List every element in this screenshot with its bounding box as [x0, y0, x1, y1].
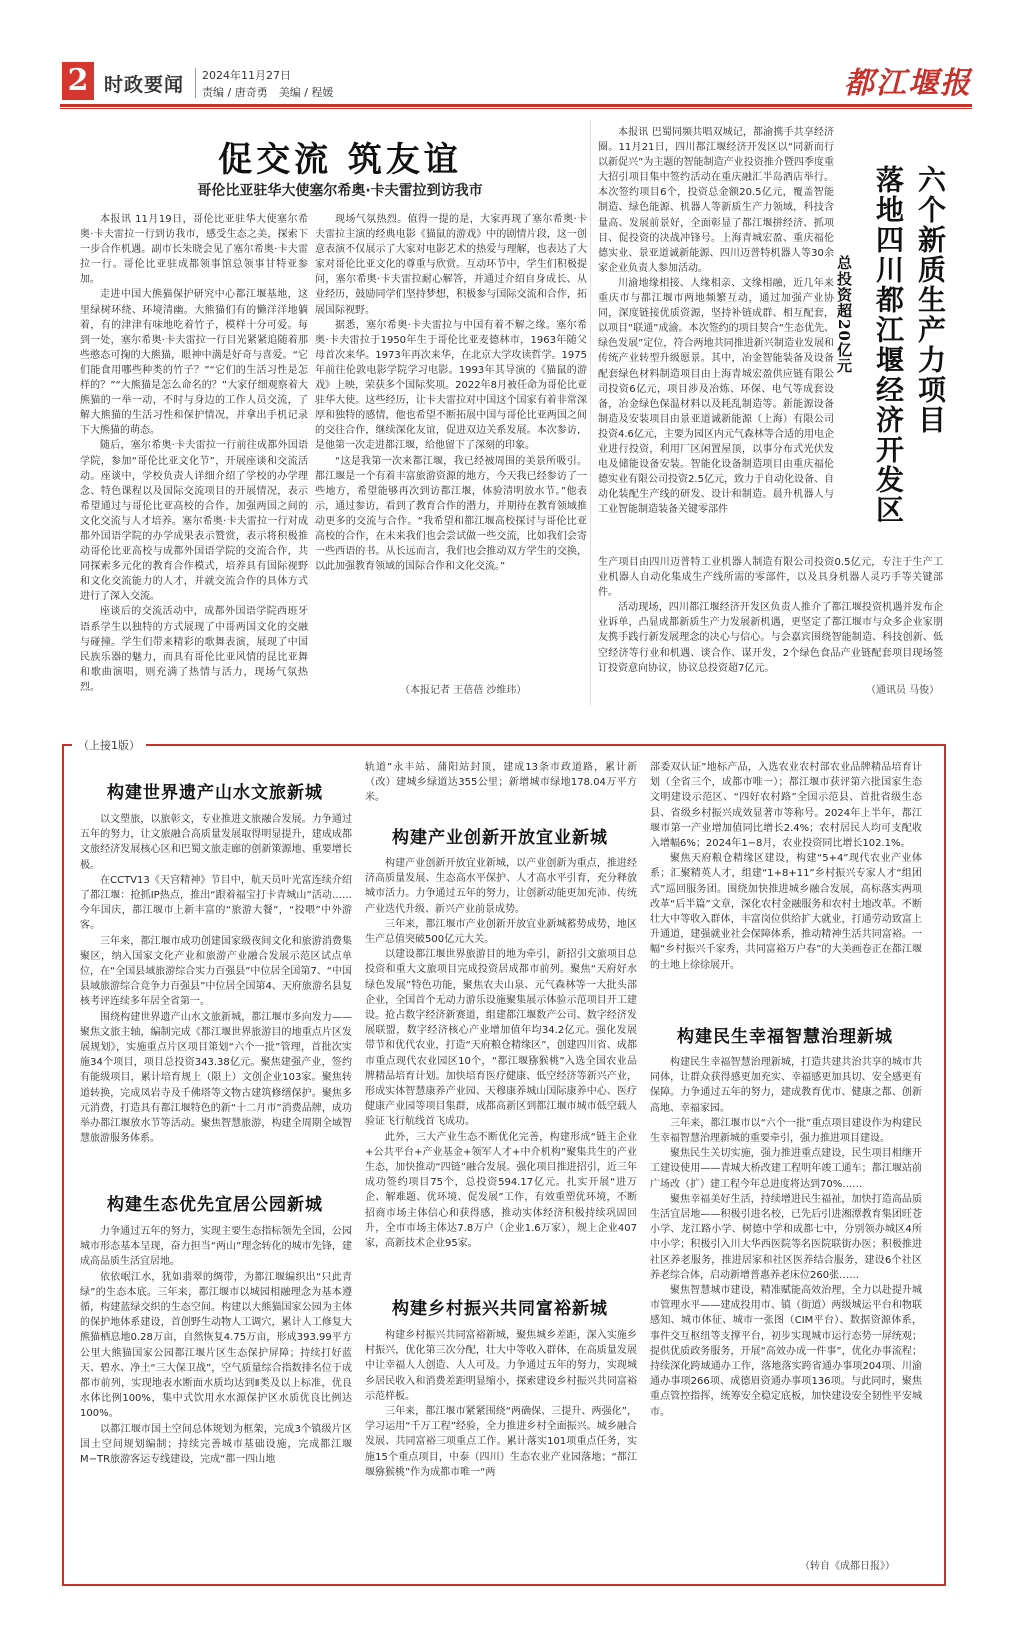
- paragraph: 三年来，都江堰市产业创新开放宜业新城蓄势成势，地区生产总值突破500亿元大关。: [365, 918, 637, 946]
- story2-column-1: [598, 125, 834, 517]
- section-a-body: [80, 812, 352, 1146]
- column-divider: [590, 120, 591, 705]
- story2-title-line1: 六个新质生产力项目: [914, 165, 947, 435]
- header-rule-thin: [60, 108, 972, 109]
- paragraph: 生产项目由四川迈普特工业机器人制造有限公司投资0.5亿元，专注于生产工业机器人自动化集成生产线所需的零部件，以及具身机器人灵巧手等关键部件。: [598, 557, 943, 599]
- section-d-body: [365, 1328, 637, 1480]
- continued-tag: （上接1版）: [72, 737, 146, 753]
- editors-line: 责编 / 唐奇勇 美编 / 程媛: [202, 86, 334, 99]
- section-c-body: [365, 856, 637, 1251]
- paragraph: 聚焦民生关切实施，强力推进重点建设，民生项目相继开工建设使用——青城大桥改建工程明年竣工通车；都江堰站前广场改（扩）建工程今年总进度将达到70%……: [650, 1148, 922, 1190]
- paragraph: 构建民生幸福智慧治理新城，打造共建共治共享的城市共同体，让群众获得感更加充实、幸福感更加具切、安全感更有保障。力争通过五年的努力，建成教育优市、健康之都、创新高地、幸福家园。: [650, 1057, 922, 1114]
- section-title-c: 构建产业创新开放宜业新城: [392, 828, 608, 848]
- paragraph: 构建产业创新开放宜业新城，以产业创新为重点，推进经济高质量发展、生态高水平保护、人才高水平引育，充分释放城市活力。力争通过五年的努力，让创新动能更加充沛、传统产业迭代升级、新兴产业前景成势。: [365, 858, 637, 915]
- story1-column-1: [80, 212, 308, 695]
- section-name: 时政要闻: [104, 74, 185, 96]
- paragraph: 活动现场，四川都江堰经济开发区负责人推介了都江堰投资机遇并发布企业诉单，凸显成都新质生产力发展新机遇，更坚定了都江堰市与众多企业家朋友携手践行新发展理念的决心与信心。与会嘉宾围绕智能制造、科技创新、低空经济等行业和机遇、谈合作、谋开发，2个绿色食品产业链配套项目现场签订投资意向协议，协议总投资超7亿元。: [598, 602, 943, 674]
- paragraph: 此外，三大产业生态不断优化完善，构建形成“链主企业+公共平台+产业基金+领军人才+中介机构”聚集共生的产业生态，加快推动“四链”融合发展。强化项目推进招引，近三年成功签约项目75个，总投资594.17亿元。扎实开展“进万企、解难题、优环境、促发展”工作，有效重塑优环境，不断招商市场主体信心和获得感，推动实体经济积极持续巩固回升，全市市场主体达7.8万户（企业1.6万家），规上企业407家，高新技术企业95家。: [365, 1131, 637, 1250]
- paragraph: 聚焦幸福美好生活，持续增进民生福祉，加快打造高品质生活宜居地——积极引进名校，已先后引进湘潭教育集团旺苍小学、龙江路小学、树德中学和成都七中，分别领办城区4所中小学；积极引入川大华西医院等名医院联街办医；积极推进社区养老服务，推进居家和社区医养结合服务，建设6个社区养老综合体，启动新增普惠养老床位260张……: [650, 1193, 922, 1281]
- paragraph: 现场气氛热烈。值得一提的是，大家再现了塞尔希奥·卡夫雷拉主演的经典电影《猫鼠的游戏》中的剧情片段，这一创意表演不仅展示了大家对电影艺术的热爱与理解，也表达了大家对哥伦比亚文化的尊重与欣赏。互动环节中，学生们积极提问，塞尔希奥·卡夫雷拉耐心解答，并通过介绍自身成长、从业经历，鼓励同学们坚持梦想，积极参与国际交流和合作，拓展国际视野。: [315, 214, 587, 316]
- story1-title: 促交流 筑友谊: [218, 140, 462, 180]
- section-title-a: 构建世界遗产山水文旅新城: [107, 783, 323, 803]
- section-b-continued: [365, 760, 637, 806]
- paragraph: 轨道”永丰站、蒲阳站封顶，建成13条市政道路，累计新（改）建城乡绿道达355公里；新增城市绿地178.04万平方米。: [365, 762, 637, 804]
- paragraph: 围绕构建世界遗产山水文旅新城，都江堰市多向发力——聚焦文旅主轴，编制完成《都江堰世界旅游目的地重点片区发展规划》，实施重点片区项目策划“六个一批”管理，首批次实施34个项目，项目总投资343.38亿元。聚焦建强产业，签约有能级项目，累计培育规上（限上）文创企业103家。聚焦转道转换，完成凤岩寺及千佛塔等文物古建筑修缮保护。聚焦多元消费，打造具有都江堰特色的新“十二月市”消费品牌，成功举办都江堰放水节等活动。聚焦智慧旅游，构建全周期全域智慧旅游服务体系。: [80, 1011, 352, 1145]
- paragraph: 三年来，都江堰市以“六个一批”重点项目建设作为构建民生幸福智慧治理新城的重要牵引，强力推进项目建设。: [650, 1117, 922, 1145]
- paragraph: 构建乡村振兴共同富裕新城，聚焦城乡差距，深入实施乡村振兴，优化第三次分配，壮大中等收入群体，在高质量发展中让幸福人人创造、人人可及。力争通过五年的努力，实现城乡居民收入和消费差距明显缩小，探索建设乡村振兴共同富裕示范样板。: [365, 1330, 637, 1402]
- story1-column-2: [315, 212, 587, 574]
- page-number: 2: [62, 62, 94, 100]
- paragraph: 三年来，都江堰市成功创建国家级夜间文化和旅游消费集聚区，纳入国家文化产业和旅游产业融合发展示范区试点单位，在“全国县域旅游综合实力百强县”中位居全国第7、“中国县域旅游综合竞争力百强县”中位居全国第4、天府旅游名县复核考评连续多年居全省第一。: [80, 935, 352, 1008]
- section-e-body: [650, 1055, 922, 1420]
- section-title-b: 构建生态优先宜居公园新城: [107, 1195, 323, 1215]
- header-divider: [195, 68, 196, 98]
- paragraph: 以文塑旅，以旅彰文，专业推进文旅融合发展。力争通过五年的努力，让文旅融合高质量发展取得明显提升，建成成都文旅经济发展核心区和巴蜀文旅走廊的创新策源地、重要增长极。: [80, 814, 352, 871]
- section-b-body: [80, 1224, 352, 1467]
- paragraph: 本报讯 巴蜀同频共唱双城记，都渝携手共享经济圈。11月21日，四川都江堰经济开发区以“同新而行 以新促兴”为主题的智能制造产业投资推介暨四季度重大招引项目集中签约活动在重庆融汇半岛酒店举行。本次签约项目6个，投资总金额20.5亿元，覆盖智能制造、绿色能源、机器人等新质生产力领域，科技含量高、发展前景好，全面彰显了都江堰拼经济、抓项目、促投资的决战冲锋号。上海青城宏盈、重庆福伦德实业、景亚道诚新能源、四川迈普特机器人等30余家企业负责人参加活动。: [598, 127, 834, 274]
- paragraph: 聚焦天府粮仓精缘区建设，构建“5+4”现代农业产业体系；汇聚精英人才，组建“1+8+11”乡村振兴专家人才“组团式”巡回服务团。围绕加快推进城乡融合发展，高标落实两项改革“后半篇”文章，深化农村金融服务和农村土地改革。不断壮大中等收入群体，丰富岗位供给扩大就业，打通劳动致富上升通道，建强就业社会保障体系，推动精神生活共同富裕。一幅“乡村振兴千家秀，共同富裕万户春”的大美画卷正在都江堰的土地上徐徐展开。: [650, 853, 922, 971]
- story2-byline: （通讯员 马俊）: [866, 685, 940, 696]
- story2-column-2: [598, 555, 943, 676]
- paragraph: 本报讯 11月19日，哥伦比亚驻华大使塞尔希奥·卡夫雷拉一行到访我市，感受生态之美，探索下一步合作机遇。副市长朱晓会见了塞尔希奥·卡夫雷拉一行。哥伦比亚驻成都领事馆总领事甘特亚参加。: [80, 214, 308, 286]
- issue-date: 2024年11月27日: [202, 69, 291, 82]
- paragraph: 在CCTV13《天宫精神》节目中，航天员叶光富连续介绍了都江堰：抢抓IP热点，推出“跟着福宝打卡青城山”活动……今年国庆，都江堰市上新丰富的“旅游大餐”，“投喂”中外游客。: [80, 874, 352, 932]
- paragraph: 走进中国大熊猫保护研究中心都江堰基地，这里绿树环绕、环境清幽。大熊猫们有的懒洋洋地躺着，有的津津有味地吃着竹子，模样十分可爱。每到一处，塞尔希奥·卡夫雷拉一行目光紧紧追随着那些憨态可掬的大熊猫，眼神中满是好奇与喜爱。“它们能食用哪些种类的竹子？”“它们的生活习性是怎样的？”“大熊猫是怎么命名的？”大家仔细观察着大熊猫的一举一动，不时与身边的工作人员交流，了解大熊猫的生活习性和保护情况，并拿出手机记录下大熊猫的萌态。: [80, 289, 308, 437]
- paragraph: 部委双认证”地标产品，入选农业农村部农业品牌精品培育计划（全省三个，成都市唯一）；都江堰市获评第六批国家生态文明建设示范区、“四好农村路”全国示范县、首批省级生态县、省级乡村振兴成效显著市等称号。2024年上半年，都江堰市第一产业增加值同比增长2.4%；农村居民人均可支配收入增幅6%；2024年1−8月，农业投资同比增长102.1%。: [650, 762, 922, 850]
- paragraph: 座谈后的交流活动中，成都外国语学院西班牙语系学生以独特的方式展现了中哥两国文化的交融与碰撞。学生们带来精彩的歌舞表演，展现了中国民族乐器的魅力，而具有哥伦比亚风情的昆比亚舞和歌曲演唱，则充满了热情与活力，现场气氛热烈。: [80, 606, 308, 693]
- story1-subtitle: 哥伦比亚驻华大使塞尔希奥·卡夫雷拉到访我市: [197, 183, 483, 199]
- section-title-d: 构建乡村振兴共同富裕新城: [392, 1299, 608, 1319]
- box-byline: （转自《成都日报》）: [800, 1561, 895, 1572]
- story2-headline: [835, 165, 948, 545]
- paragraph: 以都江堰市国土空间总体规划为框架，完成3个镇级片区国土空间规划编制；持续完善城市基础设施，完成都江堰M−TR旅游客运专线建设，完成“都一四山地: [80, 1423, 352, 1466]
- story2-subtitle: 总投资超20亿元: [835, 255, 853, 374]
- section-title-e: 构建民生幸福智慧治理新城: [677, 1027, 893, 1047]
- paragraph: 三年来，都江堰市紧紧围绕“两确保、三提升、两强化”，学习运用“千万工程”经验，全力推进乡村全面振兴。城乡融合发展、共同富裕三项重点工作。累计落实101项重点任务，实施15个重点项目，中泰（四川）生态农业产业园落地；“都江堰猕猴桃”作为成都市唯一“两: [365, 1406, 637, 1478]
- paragraph: 聚焦智慧城市建设，精准赋能高效治理，全力以赴提升城市管理水平——建成投用市、镇（街道）两级城运平台和物联感知、城市体征、城市一张图（CIM平台）、数据资源体系，事件交互枢纽等支撑平台，初步实现城市运行态势一屏统观；提供优质政务服务，开展“高效办成一件事”，优化办事流程；持续深化跨域通办工作，落地落实跨省通办事项204项、川渝通办事项266项、成德眉资通办事项136项。与此同时，聚焦重点管控指挥，统筹安全稳定底板，加快建设安全韧性平安城市。: [650, 1285, 922, 1418]
- paragraph: 力争通过五年的努力，实现主要生态指标领先全国，公园城市形态基本呈现，奋力担当“两山”理念转化的城市先锋，建成高品质生活宜居地。: [80, 1226, 352, 1268]
- header-rule: [60, 104, 972, 107]
- story1-byline: （本报记者 王蓓蓓 沙维玮）: [400, 685, 527, 696]
- paragraph: 川渝地缘相接、人缘相亲、文缘相融，近几年来重庆市与都江堰市两地频繁互动，通过加强产业协同，深度链接优质资源，坚持补链成群、相互配套，以项目“联通”成渝。本次签约的项目契合“生态优先、绿色发展”定位，符合两地共同推进新兴制造业发展和传统产业转型升级愿景。其中，冶金智能装备及设备配套绿色材料制造项目由上海青城宏盈供应链有限公司投资6亿元，项目涉及冶炼、环保、电气等成套设备，冶金绿色保温材料以及耗乱制造等。新能源设备制造及安装项目由景亚道诚新能源（上海）有限公司投资4.6亿元，主要为园区内元气森林等合适的用电企业进行投资，利用厂区闲置屋顶，以事分布式光伏发电及储能设备安装。智能化设备制造项目由重庆福伦德实业有限公司投资2.5亿元，致力于自动化设备、自动化装配生产线的研发、设计和制造。晨升机器人与工业智能制造装备关键零部件: [598, 277, 834, 516]
- paragraph: “这是我第一次来都江堰，我已经被周围的美景所吸引。都江堰是一个有着丰富旅游资源的地方，今天我已经参访了一些地方，希望能够再次到访都江堰，体验清明放水节。”他表示，通过参访，看到了教育合作的潜力，并期待在教育领域推动更多的交流与合作。“我希望和都江堰高校探讨与哥伦比亚高校的合作，在未来我们也会尝试做一些交流，比如我们会寄一些西语的书。从长远而言，我们也会推动双方学生的交换，以此加强教育领域的国际合作和文化交流。”: [315, 455, 587, 573]
- paragraph: 随后，塞尔希奥·卡夫雷拉一行前往成都外国语学院，参加“哥伦比亚文化节”，开展座谈和交流活动。座谈中，学校负责人详细介绍了学校的办学理念、特色课程以及国际交流项目的开展情况，表示希望通过与哥伦比亚高校的合作，加强两国之间的文化交流与人才培养。塞尔希奥·卡夫雷拉一行对成都外国语学院的办学成果表示赞赏，表示将积极推动哥伦比亚高校与成都外国语学院的交流合作，共同探索多元化的教育合作模式，培养具有国际视野和文化交流能力的人才，并就交流合作的具体方式进行了深入交流。: [80, 440, 308, 603]
- section-d-continued: [650, 760, 922, 973]
- paragraph: 以建设都江堰世界旅游目的地为牵引，新招引文旅项目总投资和重大文旅项目完成投资居成都市前列。聚焦“天府好水绿色发展”特色功能，聚焦农夫山泉、元气森林等一大批头部企业，全国首个无动力游乐设施聚集展示体验示范项目开工建设。抢占数字经济新赛道，组建都江堰数产公司、数字经济发展联盟，数字经济核心产业增加值年均34.2亿元。强化发展带节和优代农业，打造“天府粮仓精缘区”，创建四川省、成都市重点现代农业园区10个，“都江堰猕猴桃”入选全国农业品牌精品培育计划。加快培育医疗健康、低空经济等新兴产业，形成实体智慧康养产业园、天穆康养城山国际康养中心、医疗健康产业园等项目集群，成都高新区到都江堰市城市低空载人验证飞行航线首飞成功。: [365, 949, 637, 1128]
- paragraph: 据悉，塞尔希奥·卡夫雷拉与中国有着不解之缘。塞尔希奥·卡夫雷拉于1950年生于哥伦比亚麦德林市，1963年随父母首次来华。1973年再次来华，在北京大学攻读哲学。1975年前往伦敦电影学院学习电影。1993年其导演的《猫鼠的游戏》上映，荣获多个国际奖项。2022年8月被任命为哥伦比亚驻华大使。这些经历，让卡夫雷拉对中国这个国家有着非常深厚和独特的感情，他也希望不断拓展中国与哥伦比亚两国之间的交往合作，继续深化友谊，促进双边关系发展。本次参访，是他第一次走进都江堰，给他留下了深刻的印象。: [315, 319, 587, 452]
- masthead-logo: 都江堰报: [844, 66, 972, 101]
- paragraph: 依依岷江水，犹如翡翠的绸带，为都江堰编织出“只此青绿”的生态本底。三年来，都江堰市以城园相融理念为基本遵循，构建蓝绿交织的生态空间。构建以大熊猫国家公园为主体的保护地体系建设，首创野生动物人工调穴，累计人工修复大熊猫栖息地0.28万亩，自然恢复4.75万亩，形成393.99平方公里大熊猫国家公园都江堰片区生态保护屏障；持续打好蓝天、碧水、净土“三大保卫战”，空气质量综合指数排名位于成都市前列，实现地表水断面水质均达到Ⅱ类及以上标准，优良水体比例100%，集中式饮用水水源保护区水质优良比例达100%。: [80, 1271, 352, 1420]
- story2-title-line2: 落地四川都江堰经济开发区: [872, 165, 905, 525]
